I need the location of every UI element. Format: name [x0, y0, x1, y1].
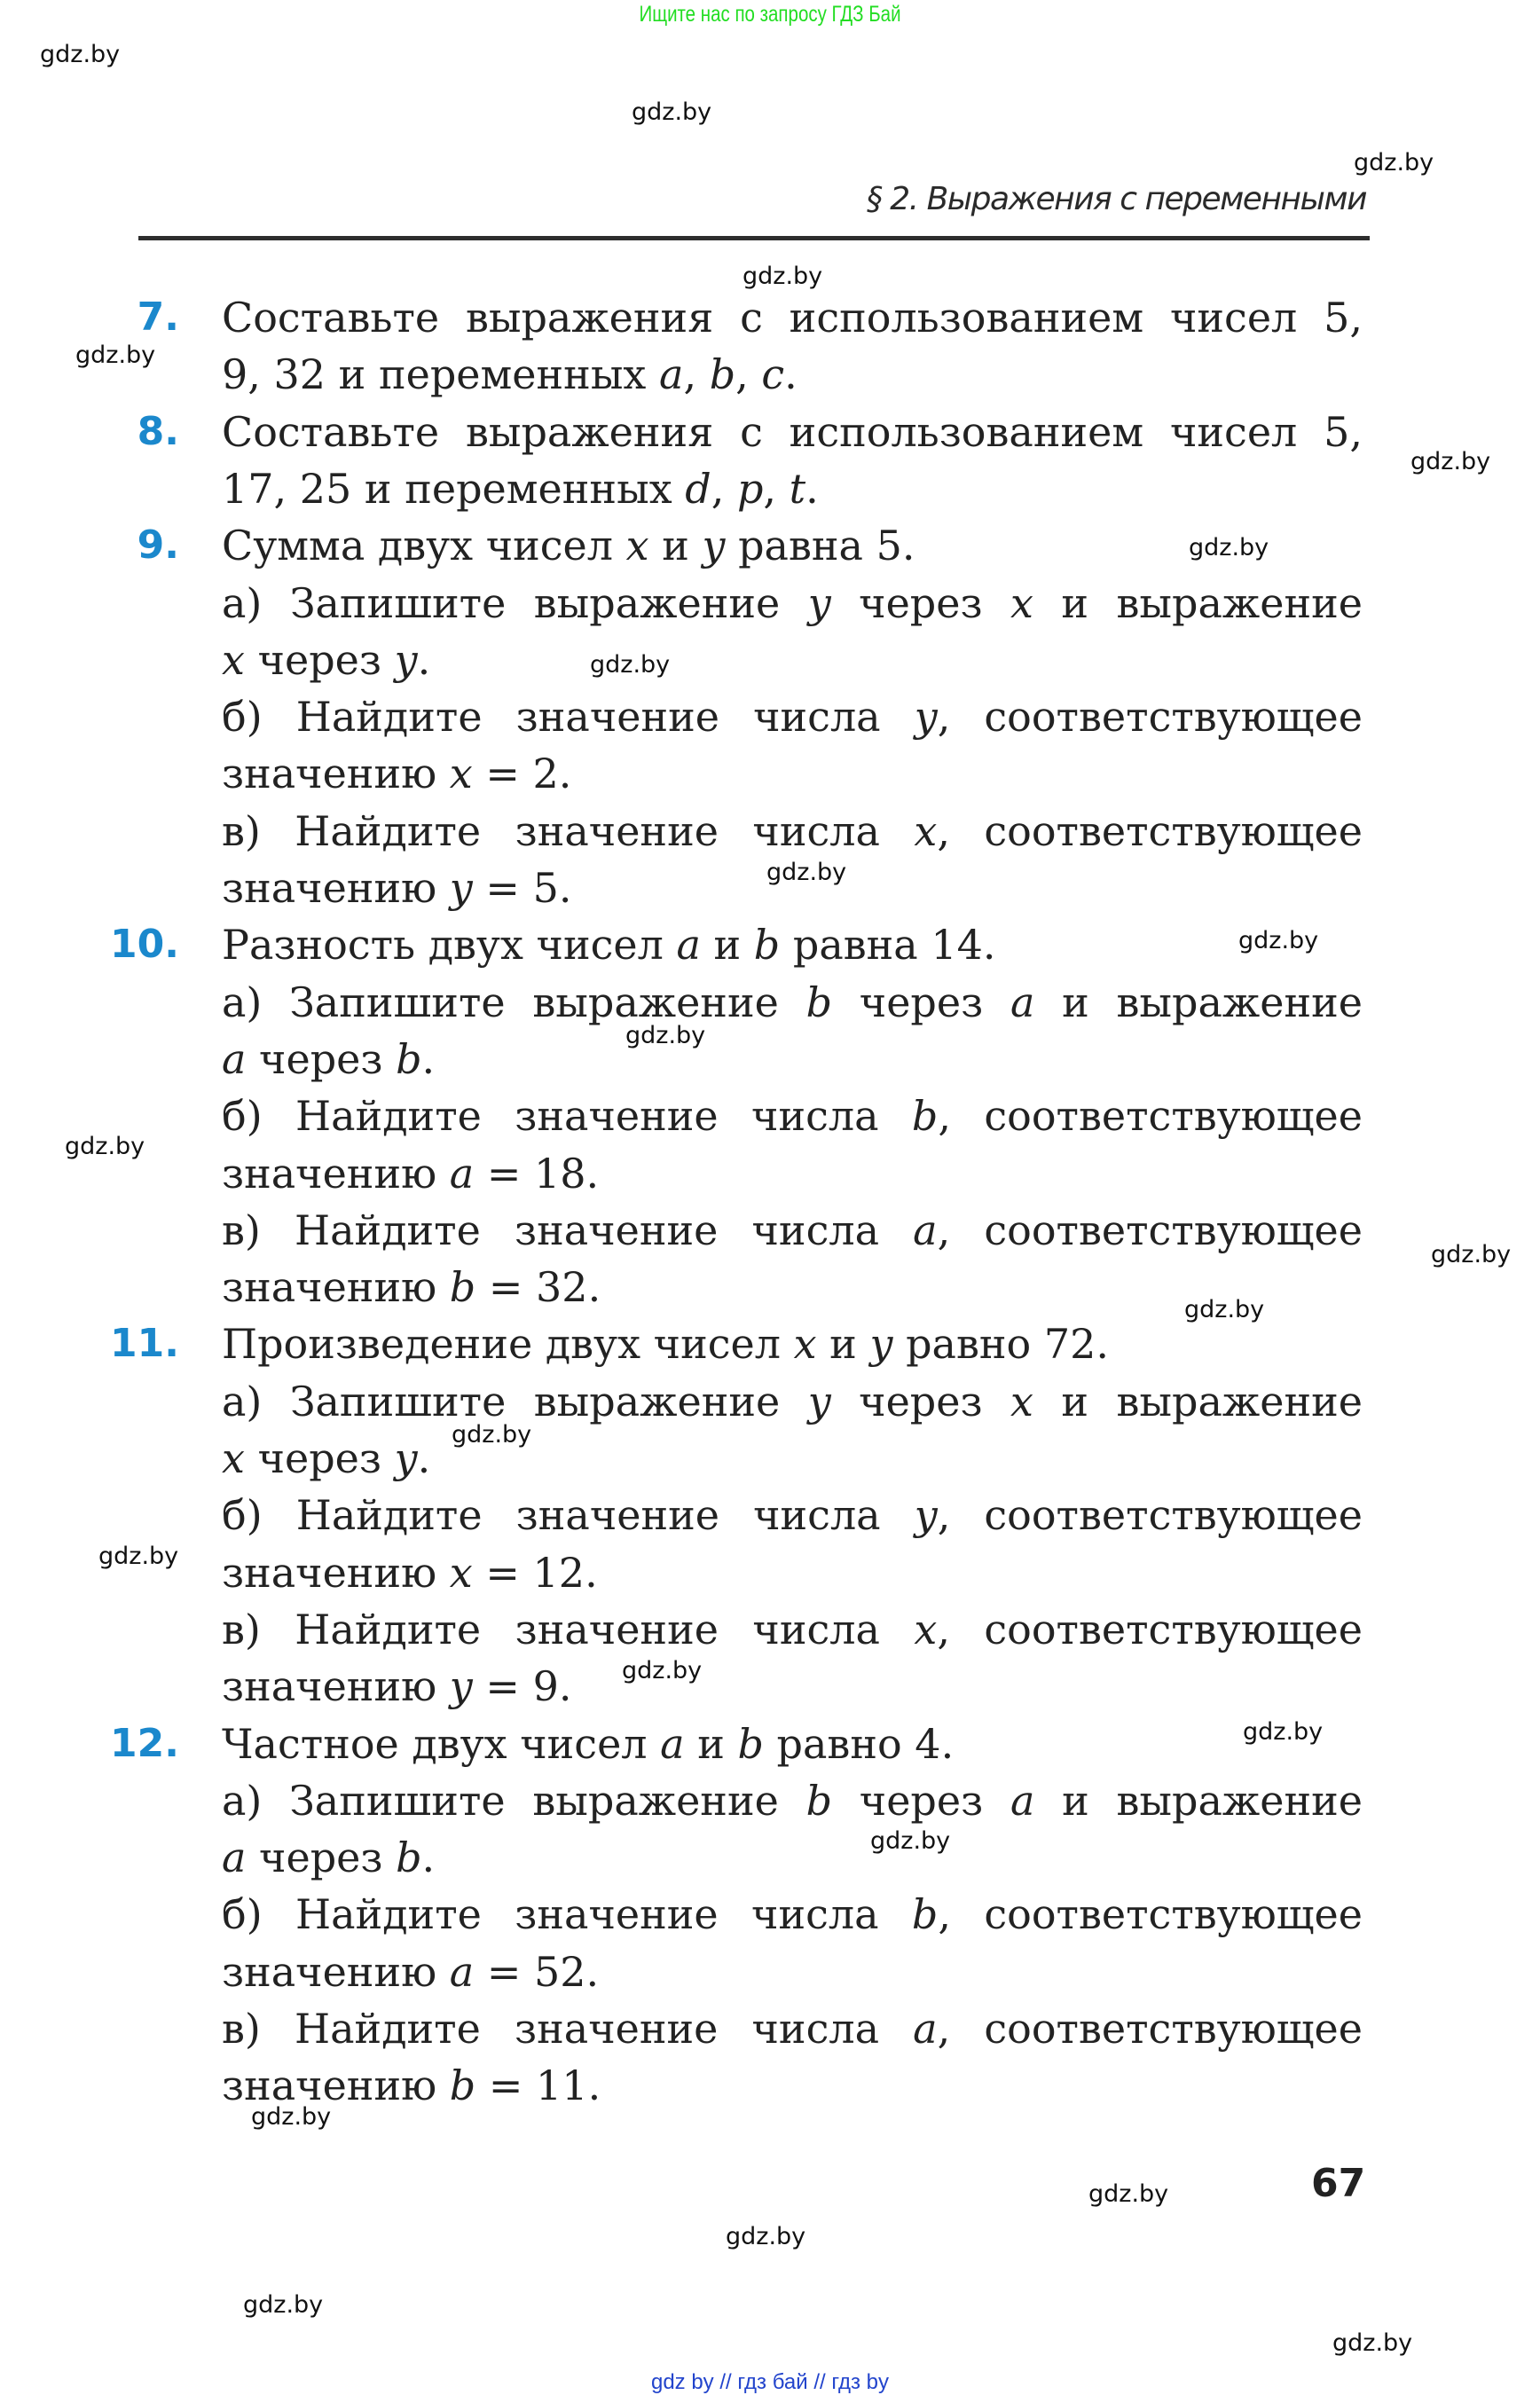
watermark: gdz.by [1184, 1296, 1265, 1323]
math-variable: x [914, 1605, 938, 1653]
watermark: gdz.by [75, 342, 156, 369]
exercise-text-line [222, 2000, 1363, 2057]
text-segment: значению [222, 1662, 450, 1711]
math-variable: p [736, 464, 764, 513]
math-variable: d [685, 464, 711, 513]
text-segment: в) Найдите значение числа [222, 806, 915, 855]
exercise-text-line [222, 1430, 1363, 1487]
text-segment: , соответствующее [937, 1491, 1363, 1540]
watermark: gdz.by [243, 2291, 324, 2319]
watermark: gdz.by [632, 98, 712, 126]
search-banner[interactable]: Ищите нас по запросу ГДЗ Бай [639, 2, 901, 27]
math-variable: b [709, 350, 736, 399]
exercise-text-line [222, 517, 1363, 574]
text-segment: через [832, 1776, 1010, 1825]
text-segment: через [244, 1434, 395, 1482]
math-variable: x [625, 522, 649, 570]
text-segment: и выражение [1033, 578, 1363, 627]
math-variable: y [807, 578, 831, 627]
exercise-number: 12. [110, 1720, 179, 1766]
math-variable: b [753, 921, 781, 970]
text-segment: в) Найдите значение числа [222, 2005, 914, 2053]
watermark: gdz.by [766, 859, 847, 886]
exercise-text-line [222, 289, 1363, 346]
text-segment: и [700, 921, 754, 970]
watermark: gdz.by [870, 1827, 951, 1855]
math-variable: x [793, 1320, 817, 1369]
text-segment: через [832, 978, 1010, 1026]
watermark: gdz.by [590, 651, 671, 679]
text-segment: в) Найдите значение числа [222, 1605, 915, 1653]
math-variable: y [914, 693, 938, 742]
text-segment: через [246, 1034, 397, 1083]
text-segment: . [417, 1434, 431, 1482]
exercise-text-line [222, 1202, 1363, 1259]
exercise-number: 8. [137, 408, 179, 454]
text-segment: б) Найдите значение числа [222, 1890, 912, 1939]
exercise-text-line [222, 745, 1363, 802]
math-variable: y [914, 1491, 938, 1540]
text-segment: значению [222, 864, 450, 912]
exercise-number: 11. [110, 1321, 179, 1367]
text-segment: Сумма двух чисел [222, 522, 626, 570]
exercise-text-line [222, 346, 1363, 403]
watermark: gdz.by [1088, 2180, 1169, 2208]
watermark: gdz.by [1189, 534, 1269, 561]
math-variable: a [449, 1149, 475, 1198]
text-segment: равно 72. [892, 1320, 1109, 1369]
page-number: 67 [1311, 2161, 1366, 2206]
exercise-text-line [222, 1315, 1363, 1372]
exercise-text-line [222, 916, 1363, 973]
footer-links[interactable]: gdz by // гдз бай // гдз by [650, 2370, 890, 2394]
text-segment: б) Найдите значение числа [222, 1491, 915, 1540]
watermark: gdz.by [1354, 149, 1434, 177]
text-segment: значению [222, 1548, 450, 1597]
math-variable: b [396, 1834, 422, 1882]
text-segment: а) Запишите выражение [222, 1377, 808, 1425]
exercise-text-line [222, 404, 1363, 460]
math-variable: a [659, 350, 684, 399]
text-segment: , [711, 464, 737, 513]
watermark: gdz.by [1243, 1718, 1324, 1746]
text-segment: значению [222, 1947, 450, 1996]
math-variable: y [869, 1320, 893, 1369]
text-segment: , [683, 350, 710, 399]
text-segment: , соответствующее [937, 693, 1363, 742]
watermark: gdz.by [98, 1543, 179, 1570]
text-segment: и [648, 522, 703, 570]
math-variable: b [805, 1776, 833, 1825]
exercise-text-line [222, 2057, 1363, 2114]
text-segment: Разность двух чисел [222, 921, 677, 970]
text-segment: и выражение [1034, 1776, 1363, 1825]
math-variable: c [761, 350, 785, 399]
math-variable: y [449, 864, 473, 912]
text-segment: Составьте выражения с использованием чисел 5, [222, 407, 1363, 456]
text-segment: = 12. [472, 1548, 598, 1597]
math-variable: a [913, 2005, 938, 2053]
text-segment: = 2. [472, 750, 572, 798]
watermark: gdz.by [1332, 2329, 1413, 2357]
math-variable: a [913, 1205, 938, 1254]
watermark: gdz.by [40, 41, 121, 68]
math-variable: x [222, 1434, 245, 1482]
exercise-number: 7. [137, 294, 179, 340]
text-segment: через [830, 1377, 1011, 1425]
math-variable: a [222, 1834, 247, 1882]
text-segment: равно 4. [763, 1719, 955, 1768]
math-variable: b [449, 1263, 476, 1312]
exercise-text-line [222, 1601, 1363, 1658]
math-variable: y [394, 635, 418, 684]
exercise-text-line [222, 1544, 1363, 1601]
text-segment: и выражение [1034, 978, 1363, 1026]
text-segment: , соответствующее [938, 1890, 1363, 1939]
exercise-text-line [222, 974, 1363, 1031]
text-segment: значению [222, 1263, 450, 1312]
math-variable: b [737, 1719, 764, 1768]
text-segment: = 32. [475, 1263, 601, 1312]
text-segment: . [421, 1034, 436, 1083]
text-segment: б) Найдите значение числа [222, 1092, 912, 1141]
text-segment: а) Запишите выражение [222, 978, 806, 1026]
math-variable: b [805, 978, 833, 1026]
math-variable: x [449, 1548, 473, 1597]
watermark: gdz.by [1431, 1241, 1512, 1268]
text-segment: , соответствующее [938, 1092, 1363, 1141]
math-variable: b [911, 1890, 939, 1939]
math-variable: b [396, 1034, 422, 1083]
text-segment: Частное двух чисел [222, 1719, 661, 1768]
watermark: gdz.by [742, 263, 823, 290]
exercise-text-line [222, 688, 1363, 745]
text-segment: равна 5. [725, 522, 915, 570]
math-variable: b [449, 2061, 476, 2110]
text-segment: значению [222, 1149, 450, 1198]
exercise-number: 10. [110, 922, 179, 968]
text-segment: и [684, 1719, 738, 1768]
text-segment: . [421, 1834, 436, 1882]
text-segment: = 11. [475, 2061, 601, 2110]
math-variable: a [660, 1719, 685, 1768]
text-segment: . [805, 464, 819, 513]
math-variable: x [1010, 1377, 1033, 1425]
text-segment: , соответствующее [937, 2005, 1363, 2053]
text-segment: через [244, 635, 395, 684]
math-variable: a [222, 1034, 247, 1083]
exercise-text-line [222, 1031, 1363, 1088]
math-variable: x [222, 635, 245, 684]
watermark: gdz.by [251, 2103, 332, 2131]
watermark: gdz.by [726, 2223, 806, 2250]
watermark: gdz.by [622, 1657, 703, 1684]
text-segment: значению [222, 2061, 450, 2110]
text-segment: = 52. [474, 1947, 600, 1996]
math-variable: x [914, 806, 938, 855]
exercise-text-line [222, 1658, 1363, 1715]
exercise-text-line [222, 632, 1363, 688]
text-segment: Произведение двух чисел [222, 1320, 794, 1369]
math-variable: y [807, 1377, 831, 1425]
text-segment: 17, 25 и переменных [222, 464, 686, 513]
math-variable: a [1010, 1776, 1035, 1825]
exercise-text-line [222, 1088, 1363, 1144]
text-segment: = 9. [472, 1662, 572, 1711]
text-segment: равна 14. [780, 921, 996, 970]
exercise-text-line [222, 803, 1363, 860]
exercise-text-line [222, 1772, 1363, 1829]
text-segment: значению [222, 750, 450, 798]
exercise-text-line [222, 1145, 1363, 1202]
text-segment: , соответствующее [937, 1205, 1363, 1254]
math-variable: b [911, 1092, 939, 1141]
math-variable: t [789, 464, 806, 513]
text-segment: через [246, 1834, 397, 1882]
text-segment: через [830, 578, 1011, 627]
exercise-number: 9. [137, 522, 179, 569]
text-segment: , соответствующее [937, 1605, 1363, 1653]
exercise-text-line [222, 1829, 1363, 1886]
running-head: § 2. Выражения с переменными [866, 181, 1366, 217]
exercise-text-line [222, 460, 1363, 517]
exercise-text-line [222, 1944, 1363, 2000]
watermark: gdz.by [65, 1133, 145, 1160]
header-rule [138, 236, 1370, 240]
text-segment: б) Найдите значение числа [222, 693, 915, 742]
text-segment: , [763, 464, 790, 513]
math-variable: x [1010, 578, 1033, 627]
watermark: gdz.by [625, 1022, 706, 1049]
text-segment: 9, 32 и переменных [222, 350, 659, 399]
math-variable: y [449, 1662, 473, 1711]
exercise-text-line [222, 1259, 1363, 1315]
text-segment: Составьте выражения с использованием чисел 5, [222, 294, 1363, 342]
watermark: gdz.by [1410, 448, 1491, 475]
text-segment: . [417, 635, 431, 684]
text-segment: и [816, 1320, 870, 1369]
text-segment: = 5. [472, 864, 572, 912]
exercise-text-line [222, 1487, 1363, 1543]
watermark: gdz.by [1238, 927, 1319, 954]
watermark: gdz.by [452, 1421, 532, 1449]
text-segment: а) Запишите выражение [222, 578, 808, 627]
math-variable: y [394, 1434, 418, 1482]
math-variable: a [676, 921, 701, 970]
exercise-text-line [222, 1373, 1363, 1430]
math-variable: a [1010, 978, 1035, 1026]
text-segment: , [735, 350, 762, 399]
exercise-text-line [222, 575, 1363, 632]
exercise-text-line [222, 860, 1363, 916]
exercise-text-line [222, 1716, 1363, 1772]
text-segment: и выражение [1033, 1377, 1363, 1425]
math-variable: y [702, 522, 726, 570]
exercise-text-line [222, 1886, 1363, 1943]
text-segment: в) Найдите значение числа [222, 1205, 914, 1254]
math-variable: a [449, 1947, 475, 1996]
math-variable: x [449, 750, 473, 798]
text-segment: . [784, 350, 798, 399]
text-segment: , соответствующее [937, 806, 1363, 855]
text-segment: = 18. [474, 1149, 600, 1198]
text-segment: а) Запишите выражение [222, 1776, 806, 1825]
